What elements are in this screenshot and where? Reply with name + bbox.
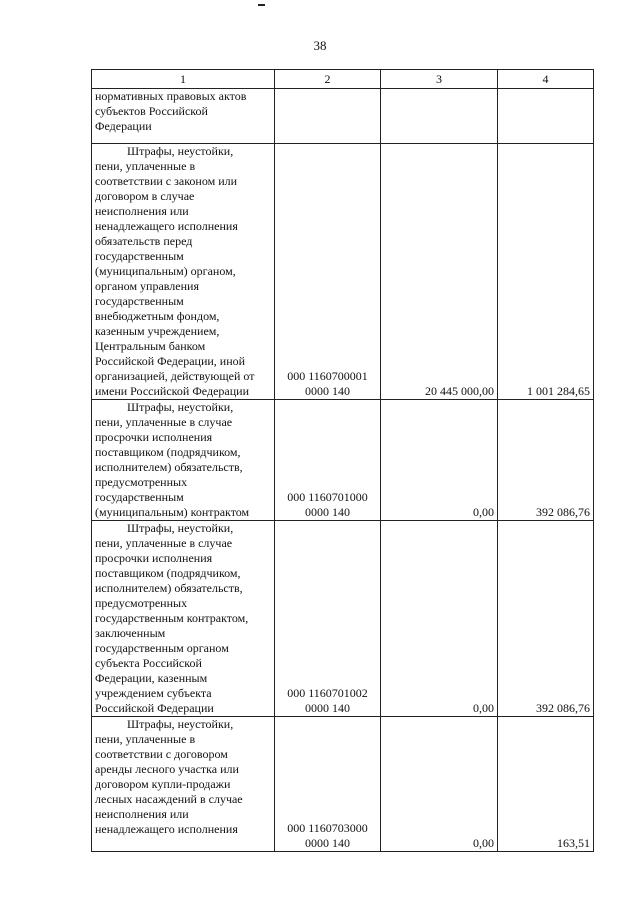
header-col-1: 1 [92, 70, 275, 89]
row-name-line: пени, уплаченные в [95, 159, 196, 173]
header-col-4: 4 [498, 70, 594, 89]
row-name-cell [92, 144, 275, 400]
header-col-3: 3 [381, 70, 498, 89]
table-row [92, 144, 594, 400]
row-name-line: внебюджетным фондом, [95, 309, 220, 323]
row-name-line: организацией, действующей от [95, 369, 255, 383]
header-mark [258, 4, 265, 6]
table-row [92, 400, 594, 521]
row-actual-value: 392 086,76 [498, 521, 594, 717]
row-code-cell [275, 144, 381, 400]
row-name-line: Штрафы, неустойки, [127, 400, 234, 414]
budget-table [91, 69, 594, 852]
row-name-line: (муниципальным) органом, [95, 264, 236, 278]
row-actual-value: 392 086,76 [498, 400, 594, 521]
page-number: 38 [313, 38, 327, 53]
row-name-cell [92, 89, 275, 144]
row-plan-value: 0,00 [381, 717, 498, 852]
table-row [92, 89, 594, 144]
row-plan-value: 20 445 000,00 [381, 144, 498, 400]
row-code-line: 0000 140 [305, 505, 350, 519]
row-name-line: поставщиком (подрядчиком, [95, 566, 241, 580]
row-code-cell [275, 89, 381, 144]
row-name-line: обязательств перед [95, 234, 193, 248]
row-name-cell [92, 521, 275, 717]
row-actual-value: 1 001 284,65 [498, 144, 594, 400]
header-row [92, 70, 594, 89]
row-name-line: Центральным банком [95, 339, 206, 353]
row-name-cell [92, 400, 275, 521]
row-name-line: имени Российской Федерации [95, 384, 249, 398]
row-plan-value: 0,00 [381, 400, 498, 521]
table-body [92, 89, 594, 852]
row-plan-value [381, 89, 498, 144]
row-name-line: субъекта Российской [95, 656, 202, 670]
row-name-line: неисполнения или [95, 204, 189, 218]
row-name-line: государственным органом [95, 641, 229, 655]
row-name-line: просрочки исполнения [95, 551, 213, 565]
row-name-line: Российской Федерации [95, 701, 214, 715]
row-actual-value [498, 89, 594, 144]
row-name-line: неисполнения или [95, 807, 189, 821]
row-code-line: 000 1160701002 [287, 686, 368, 700]
row-name-line: лесных насаждений в случае [95, 792, 243, 806]
row-name-line: пени, уплаченные в [95, 732, 196, 746]
row-name-line: предусмотренных [95, 596, 188, 610]
row-name-line: заключенным [95, 626, 166, 640]
row-name-line: пени, уплаченные в случае [95, 536, 233, 550]
row-name-line: поставщиком (подрядчиком, [95, 445, 241, 459]
row-name-line: Штрафы, неустойки, [127, 521, 234, 535]
row-plan-value: 0,00 [381, 521, 498, 717]
row-code-line: 000 1160701000 [287, 490, 368, 504]
row-code-cell [275, 521, 381, 717]
row-name-line: казенным учреждением, [95, 324, 220, 338]
row-name-line: государственным [95, 249, 184, 263]
row-name-line: Федерации [95, 119, 152, 133]
row-name-line: (муниципальным) контрактом [95, 505, 250, 519]
table-row [92, 717, 594, 852]
row-name-line: пени, уплаченные в случае [95, 415, 233, 429]
row-name-line: субъектов Российской [95, 104, 208, 118]
row-name-line: просрочки исполнения [95, 430, 213, 444]
row-code-line: 000 1160703000 [287, 821, 368, 835]
row-name-line: Федерации, казенным [95, 671, 208, 685]
row-name-line: государственным контрактом, [95, 611, 249, 625]
row-actual-value: 163,51 [498, 717, 594, 852]
row-name-line: ненадлежащего исполнения [95, 219, 238, 233]
row-name-line: учреждением субъекта [95, 686, 212, 700]
row-code-line: 000 1160700001 [287, 369, 368, 383]
row-name-line: ненадлежащего исполнения [95, 822, 238, 836]
row-name-line: соответствии с договором [95, 747, 228, 761]
row-name-line: договором купли-продажи [95, 777, 231, 791]
row-name-line: Российской Федерации, иной [95, 354, 246, 368]
row-name-cell [92, 717, 275, 852]
row-name-line: соответствии с законом или [95, 174, 238, 188]
row-name-line: предусмотренных [95, 475, 188, 489]
row-name-line: исполнителем) обязательств, [95, 460, 243, 474]
row-name-line: договором в случае [95, 189, 195, 203]
row-name-line: Штрафы, неустойки, [127, 717, 234, 731]
row-code-cell [275, 717, 381, 852]
table-row [92, 521, 594, 717]
row-name-line: нормативных правовых актов [95, 89, 247, 103]
row-code-line: 0000 140 [305, 836, 350, 850]
row-name-line: аренды лесного участка или [95, 762, 239, 776]
header-col-2: 2 [275, 70, 381, 89]
row-name-line: государственным [95, 294, 184, 308]
row-code-line: 0000 140 [305, 701, 350, 715]
row-name-line: органом управления [95, 279, 199, 293]
row-code-cell [275, 400, 381, 521]
row-name-line: государственным [95, 490, 184, 504]
row-code-line: 0000 140 [305, 384, 350, 398]
row-name-line: Штрафы, неустойки, [127, 144, 234, 158]
row-name-line: исполнителем) обязательств, [95, 581, 243, 595]
